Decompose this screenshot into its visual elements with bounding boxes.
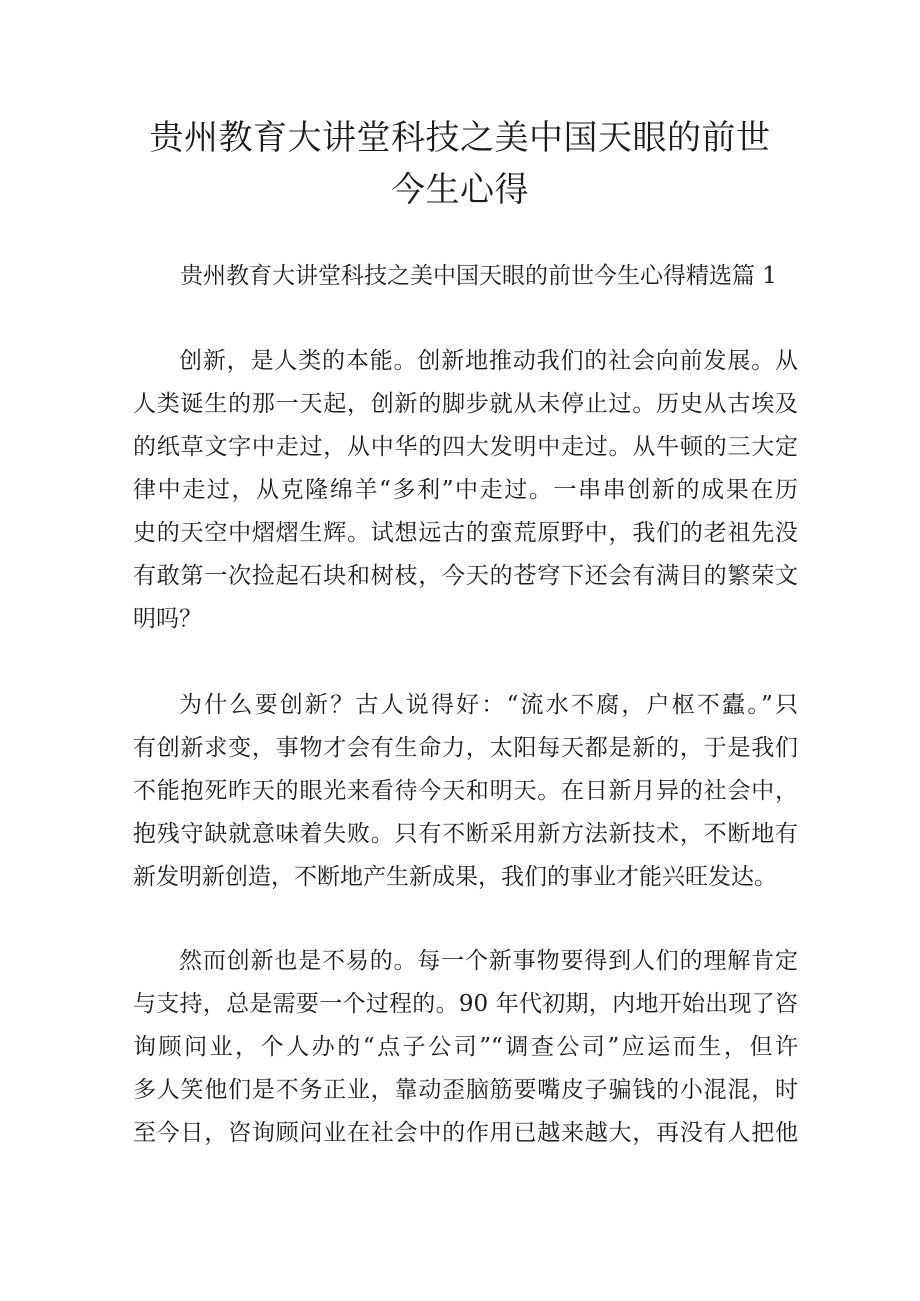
- paragraph-line: 然而创新也是不易的。每一个新事物要得到人们的理解肯定: [179, 948, 798, 974]
- paragraph-line: 的纸草文字中走过，从中华的四大发明中走过。从牛顿的三大定: [133, 434, 798, 460]
- paragraph-3: [133, 940, 798, 1155]
- paragraph-line: 有敢第一次捡起石块和树枝，今天的苍穹下还会有满目的繁荣文: [133, 563, 798, 589]
- paragraph-line: 与支持，总是需要一个过程的。90 年代初期，内地开始出现了咨: [133, 991, 798, 1017]
- paragraph-line: 人类诞生的那一天起，创新的脚步就从未停止过。历史从古埃及: [133, 391, 798, 417]
- paragraph-line: 至今日，咨询顾问业在社会中的作用已越来越大，再没有人把他: [133, 1120, 798, 1146]
- section-heading: 贵州教育大讲堂科技之美中国天眼的前世今生心得精选篇 1: [180, 263, 777, 289]
- paragraph-line: 律中走过，从克隆绵羊“多利”中走过。一串串创新的成果在历: [133, 477, 798, 503]
- title-line-1: 贵州教育大讲堂科技之美中国天眼的前世: [149, 118, 771, 158]
- paragraph-line: 抱残守缺就意味着失败。只有不断采用新方法新技术，不断地有: [133, 821, 798, 847]
- paragraph-line: 史的天空中熠熠生辉。试想远古的蛮荒原野中，我们的老祖先没: [133, 520, 798, 546]
- paragraph-line: 多人笑他们是不务正业，靠动歪脑筋要嘴皮子骗钱的小混混，时: [133, 1077, 798, 1103]
- paragraph-line: 有创新求变，事物才会有生命力，太阳每天都是新的，于是我们: [133, 735, 798, 761]
- paragraph-line: 创新，是人类的本能。创新地推动我们的社会向前发展。从: [179, 348, 798, 374]
- document-title: [130, 112, 790, 216]
- paragraph-2: [133, 684, 798, 899]
- paragraph-line: 明吗？: [133, 606, 202, 632]
- paragraph-line: 不能抱死昨天的眼光来看待今天和明天。在日新月异的社会中，: [133, 778, 798, 804]
- paragraph-line: 询顾问业，个人办的“点子公司”“调查公司”应运而生，但许: [133, 1034, 798, 1060]
- title-line-2: 今生心得: [391, 170, 529, 210]
- paragraph-line: 为什么要创新？古人说得好：“流水不腐，户枢不蠹。”只: [179, 692, 798, 718]
- paragraph-line: 新发明新创造，不断地产生新成果，我们的事业才能兴旺发达。: [133, 864, 777, 890]
- paragraph-1: [133, 340, 798, 641]
